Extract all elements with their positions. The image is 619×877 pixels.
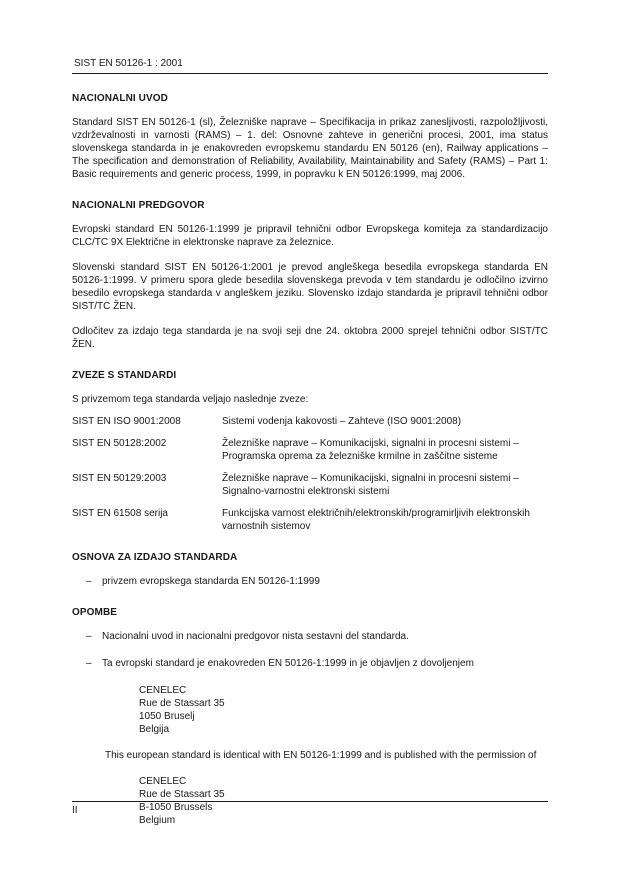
- list-item-text: Ta evropski standard je enakovreden EN 50126-1:1999 in je objavljen z dovoljenjem: [102, 658, 474, 669]
- list-item: [72, 630, 548, 643]
- paragraph-predgovor-2: Slovenski standard SIST EN 50126-1:2001 je prevod angleškega besedila evropskega standarda EN 50126-1:1999. V primeru spora glede besedila slovenskega prevoda v tem standardu je odločilno izvirno besedilo evropskega standarda v angleškem jeziku. Slovensko izdajo standarda je pripravil tehnični odbor SIST/TC ŽEN.: [72, 262, 548, 312]
- footer-rule: [72, 801, 548, 802]
- section-heading-nacionalni-uvod: NACIONALNI UVOD: [72, 93, 168, 104]
- address-line: CENELEC: [139, 685, 187, 696]
- dash-bullet: –: [86, 658, 92, 669]
- opombe-list: [72, 630, 548, 670]
- section-heading-osnova-za-izdajo: OSNOVA ZA IZDAJO STANDARDA: [72, 552, 238, 563]
- address-line: 1050 Bruselj: [139, 711, 195, 722]
- reference-row: [72, 437, 548, 463]
- page-content: [72, 57, 548, 840]
- paragraph-predgovor-3: Odločitev za izdajo tega standarda je na svoji seji dne 24. oktobra 2000 sprejel tehnični odbor SIST/TC ŽEN.: [72, 326, 548, 350]
- address-line: Rue de Stassart 35: [139, 789, 225, 800]
- page-footer: [72, 801, 548, 817]
- dash-bullet: –: [86, 576, 92, 587]
- address-line: Rue de Stassart 35: [139, 698, 225, 709]
- reference-title: Funkcijska varnost električnih/elektronskih/programirljivih elektronskih varnostnih sistemov: [222, 508, 530, 532]
- reference-id: SIST EN 50128:2002: [72, 438, 167, 449]
- address-line: B-1050 Brussels: [139, 802, 213, 813]
- address-line: Belgija: [139, 724, 170, 735]
- address-line: CENELEC: [139, 776, 187, 787]
- permission-statement-en: This european standard is identical with EN 50126-1:1999 and is published with the permission of: [105, 750, 537, 761]
- address-line: Belgium: [139, 815, 176, 826]
- list-item-text: Nacionalni uvod in nacionalni predgovor nista sestavni del standarda.: [102, 631, 409, 642]
- reference-id: SIST EN 50129:2003: [72, 473, 167, 484]
- cenelec-address-sl: [139, 684, 548, 736]
- dash-bullet: –: [86, 631, 92, 642]
- reference-id: SIST EN 61508 serija: [72, 508, 168, 519]
- header-rule: [72, 73, 548, 74]
- list-item-text: privzem evropskega standarda EN 50126-1:1999: [102, 576, 320, 587]
- reference-title: Železniške naprave – Komunikacijski, signalni in procesni sistemi – Signalno-varnostni elektronski sistemi: [222, 473, 519, 497]
- osnova-list: [72, 575, 548, 588]
- reference-row: [72, 415, 548, 428]
- document-header: SIST EN 50126-1 : 2001: [74, 58, 183, 69]
- section-heading-opombe: OPOMBE: [72, 607, 118, 618]
- list-item: [72, 657, 548, 670]
- section-heading-zveze-s-standardi: ZVEZE S STANDARDI: [72, 370, 177, 381]
- paragraph-predgovor-1: Evropski standard EN 50126-1:1999 je pripravil tehnični odbor Evropskega komiteja za standardizacijo CLC/TC 9X Električne in elektronske naprave za železnice.: [72, 224, 548, 248]
- reference-row: [72, 472, 548, 498]
- page-number: II: [72, 805, 78, 816]
- reference-row: [72, 507, 548, 533]
- reference-id: SIST EN ISO 9001:2008: [72, 416, 181, 427]
- reference-title: Železniške naprave – Komunikacijski, signalni in procesni sistemi – Programska oprema za železniške krmilne in zaščitne sisteme: [222, 438, 519, 462]
- references-table: [72, 415, 548, 533]
- section-heading-nacionalni-predgovor: NACIONALNI PREDGOVOR: [72, 200, 205, 211]
- list-item: [72, 575, 548, 588]
- paragraph-uvod: Standard SIST EN 50126-1 (sl), Železniške naprave – Specifikacija in prikaz zanesljivosti, razpoložljivosti, vzdrževalnosti in varnosti (RAMS) – 1. del: Osnovne zahteve in generični procesi, 2001, ima status slovenskega standarda in je enakovreden evropskemu standardu EN 50126 (en), Railway applications – The specification and demonstration of Reliability, Availability, Maintainability and Safety (RAMS) – Part 1: Basic requirements and generic process, 1999, in popravku k EN 50126:1999, maj 2006.: [72, 117, 548, 180]
- reference-title: Sistemi vodenja kakovosti – Zahteve (ISO 9001:2008): [222, 416, 462, 427]
- zveze-intro: S privzemom tega standarda veljajo naslednje zveze:: [72, 394, 309, 405]
